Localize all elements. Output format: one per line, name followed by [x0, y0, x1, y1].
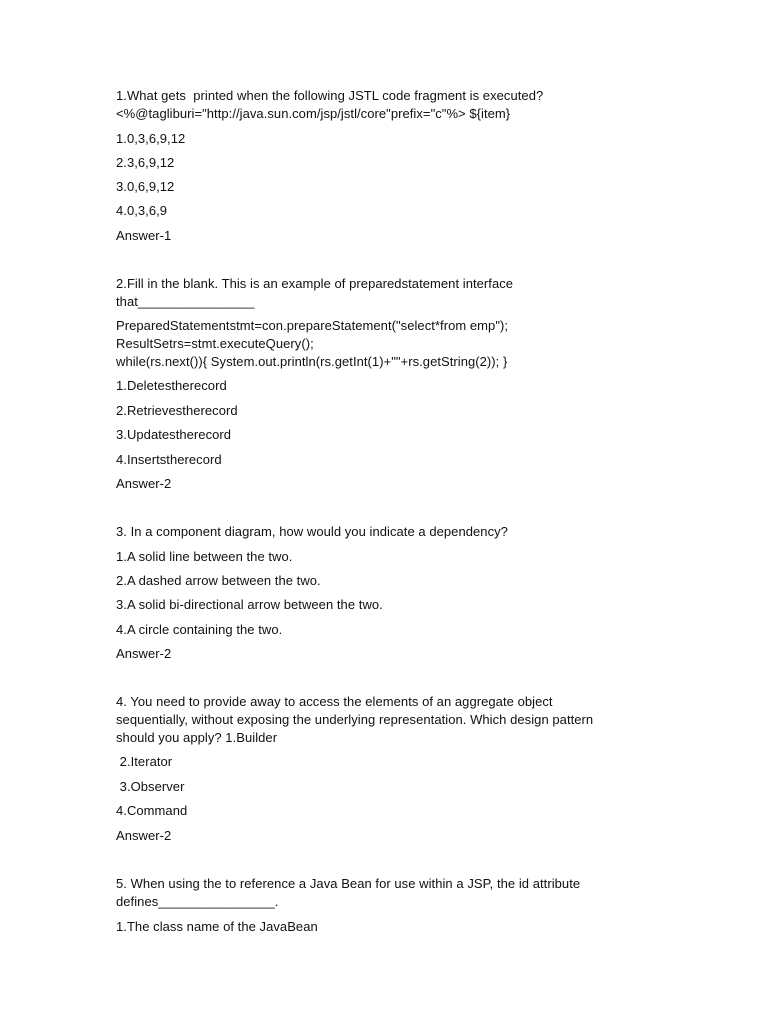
- question-2-code-line-2: ResultSetrs=stmt.executeQuery();: [116, 336, 314, 351]
- question-4-option-2: 2.Iterator: [116, 754, 173, 769]
- question-1-option-3: 3.0,6,9,12: [116, 179, 175, 194]
- question-1-option-1: 1.0,3,6,9,12: [116, 131, 186, 146]
- question-1-prompt-line-2: <%@tagliburi="http://java.sun.com/jsp/jstl/core"prefix="c"%> ${item}: [116, 106, 511, 121]
- question-4-option-3: 3.Observer: [116, 779, 185, 794]
- question-2-prompt-line-1: 2.Fill in the blank. This is an example of preparedstatement interface: [116, 276, 514, 291]
- question-5-option-1: 1.The class name of the JavaBean: [116, 919, 318, 934]
- question-2-prompt-line-2: that________________: [116, 294, 255, 309]
- question-3-prompt-line-1: 3. In a component diagram, how would you indicate a dependency?: [116, 524, 508, 539]
- question-3-answer: Answer-2: [116, 646, 172, 661]
- question-1-answer: Answer-1: [116, 228, 172, 243]
- question-3-option-2: 2.A dashed arrow between the two.: [116, 573, 321, 588]
- question-3-option-3: 3.A solid bi-directional arrow between the two.: [116, 597, 383, 612]
- question-2-option-2: 2.Retrievestherecord: [116, 403, 238, 418]
- question-5-prompt-line-2: defines________________.: [116, 894, 279, 909]
- question-2-answer: Answer-2: [116, 476, 172, 491]
- question-2-option-4: 4.Insertstherecord: [116, 452, 222, 467]
- question-4-option-4: 4.Command: [116, 803, 188, 818]
- question-4-answer: Answer-2: [116, 828, 172, 843]
- question-2-code-line-1: PreparedStatementstmt=con.prepareStatement("select*from emp");: [116, 318, 509, 333]
- question-3-option-4: 4.A circle containing the two.: [116, 622, 283, 637]
- question-3-option-1: 1.A solid line between the two.: [116, 549, 293, 564]
- question-1-prompt-line-1: 1.What gets printed when the following JSTL code fragment is executed?: [116, 88, 544, 103]
- question-1-option-2: 2.3,6,9,12: [116, 155, 175, 170]
- question-1-option-4: 4.0,3,6,9: [116, 203, 168, 218]
- question-2-option-3: 3.Updatestherecord: [116, 427, 232, 442]
- question-4-prompt-line-3: should you apply? 1.Builder: [116, 730, 278, 745]
- question-2-code-line-3: while(rs.next()){ System.out.println(rs.getInt(1)+""+rs.getString(2)); }: [116, 354, 508, 369]
- question-4-prompt-line-2: sequentially, without exposing the underlying representation. Which design pattern: [116, 712, 594, 727]
- question-2-option-1: 1.Deletestherecord: [116, 378, 227, 393]
- question-4-prompt-line-1: 4. You need to provide away to access the elements of an aggregate object: [116, 694, 553, 709]
- question-5-prompt-line-1: 5. When using the to reference a Java Bean for use within a JSP, the id attribute: [116, 876, 581, 891]
